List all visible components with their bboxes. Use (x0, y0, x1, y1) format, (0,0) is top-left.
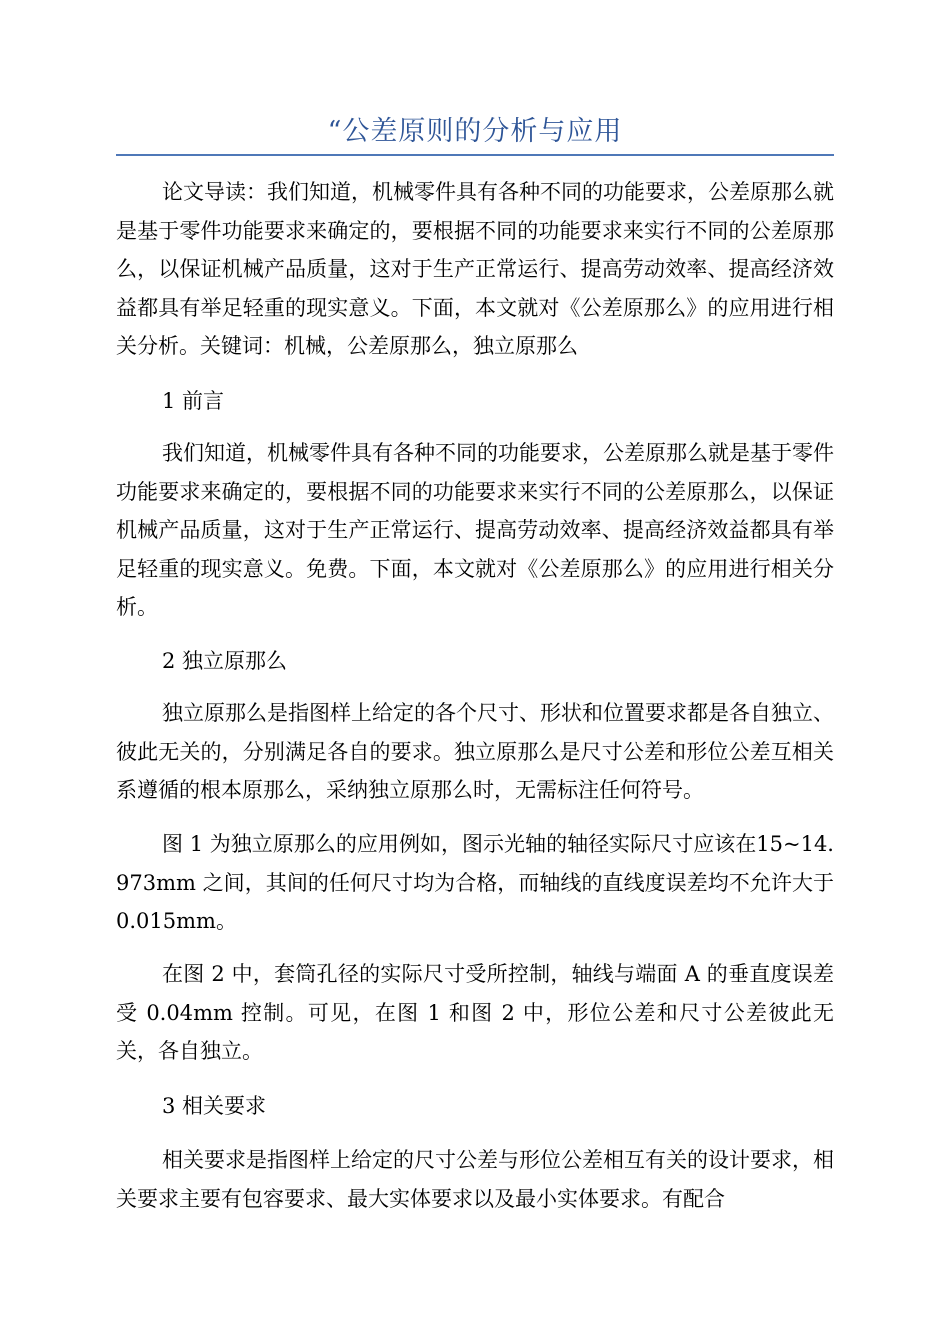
intro-paragraph: 论文导读：我们知道，机械零件具有各种不同的功能要求，公差原那么就是基于零件功能要求来确定的，要根据不同的功能要求来实行不同的公差原那么，以保证机械产品质量，这对于生产正常运行、提高劳动效率、提高经济效益都具有举足轻重的现实意义。下面，本文就对《公差原那么》的应用进行相关分析。关键词：机械，公差原那么，独立原那么 (116, 180, 834, 358)
section-heading-1: 1 前言 (162, 389, 225, 413)
section-2-paragraph-1: 独立原那么是指图样上给定的各个尺寸、形状和位置要求都是各自独立、彼此无关的，分别满足各自的要求。独立原那么是尺寸公差和形位公差互相关系遵循的根本原那么，采纳独立原那么时，无需标注任何符号。 (116, 701, 834, 802)
section-3-paragraph-1: 相关要求是指图样上给定的尺寸公差与形位公差相互有关的设计要求，相关要求主要有包容要求、最大实体要求以及最小实体要求。有配合 (116, 1148, 834, 1211)
title-underline (116, 154, 834, 156)
section-2-paragraph-2: 图 1 为独立原那么的应用例如，图示光轴的轴径实际尺寸应该在15~14.973mm 之间，其间的任何尺寸均为合格，而轴线的直线度误差均不允许大于 0.015mm。 (116, 832, 834, 933)
section-1-paragraph-1: 我们知道，机械零件具有各种不同的功能要求，公差原那么就是基于零件功能要求来确定的，要根据不同的功能要求来实行不同的公差原那么，以保证机械产品质量，这对于生产正常运行、提高劳动效率、提高经济效益都具有举足轻重的现实意义。免费。下面，本文就对《公差原那么》的应用进行相关分析。 (116, 441, 834, 619)
section-heading-3: 3 相关要求 (162, 1094, 267, 1118)
section-2-paragraph-3: 在图 2 中，套筒孔径的实际尺寸受所控制，轴线与端面 A 的垂直度误差受 0.04mm 控制。可见，在图 1 和图 2 中，形位公差和尺寸公差彼此无关，各自独立。 (116, 962, 834, 1063)
document-title: “公差原则的分析与应用 (327, 116, 623, 147)
section-heading-2: 2 独立原那么 (162, 649, 288, 673)
